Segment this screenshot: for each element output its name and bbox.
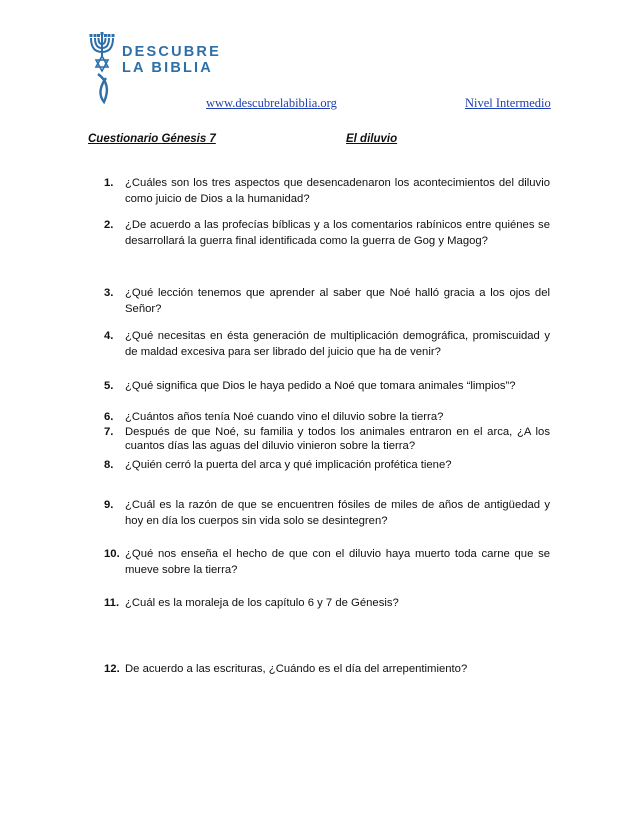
question-number: 10. — [104, 548, 120, 560]
question-text: ¿Qué nos enseña el hecho de que con el diluvio haya muerto toda carne que se mueve sobre la tierra? — [125, 548, 550, 576]
quiz-topic: El diluvio — [346, 133, 398, 145]
quiz-title: Cuestionario Génesis 7 — [88, 133, 216, 145]
question-item — [104, 497, 550, 529]
question-number: 3. — [104, 287, 114, 299]
question-item — [104, 457, 550, 473]
logo-text — [122, 44, 221, 76]
question-text: ¿Cuántos años tenía Noé cuando vino el diluvio sobre la tierra? — [125, 411, 444, 423]
question-number: 11. — [104, 597, 120, 609]
question-item — [104, 595, 550, 611]
question-item — [104, 546, 550, 578]
question-item — [104, 409, 550, 425]
question-number: 6. — [104, 411, 114, 423]
question-item — [104, 175, 550, 207]
logo-line2: LA BIBLIA — [122, 60, 213, 76]
question-text: ¿Cuáles son los tres aspectos que desencadenaron los acontecimientos del diluvio como juicio de Dios a la humanidad? — [125, 177, 550, 205]
question-text: ¿Qué necesitas en ésta generación de multiplicación demográfica, promiscuidad y de maldad excesiva para ser librado del juicio que ha de venir? — [125, 330, 550, 358]
question-number: 7. — [104, 426, 114, 438]
question-text: ¿Qué significa que Dios le haya pedido a Noé que tomara animales “limpios”? — [125, 380, 516, 392]
question-item — [104, 425, 550, 453]
question-number: 2. — [104, 219, 114, 231]
question-text: ¿De acuerdo a las profecías bíblicas y a los comentarios rabínicos entre quiénes se desarrollará la guerra final identificada como la guerra de Gog y Magog? — [125, 219, 550, 247]
question-text: ¿Quién cerró la puerta del arca y qué implicación profética tiene? — [125, 459, 452, 471]
question-item — [104, 217, 550, 249]
question-item — [104, 378, 550, 394]
question-text: ¿Cuál es la moraleja de los capítulo 6 y 7 de Génesis? — [125, 597, 399, 609]
question-text: ¿Cuál es la razón de que se encuentren fósiles de miles de años de antigüedad y hoy en día los cuerpos sin vida solo se desintegren? — [125, 499, 550, 527]
question-number: 1. — [104, 177, 114, 189]
question-text: ¿Qué lección tenemos que aprender al saber que Noé halló gracia a los ojos del Señor? — [125, 287, 550, 315]
question-text: De acuerdo a las escrituras, ¿Cuándo es el día del arrepentimiento? — [125, 663, 468, 675]
question-item — [104, 285, 550, 317]
question-item — [104, 661, 550, 677]
question-text: Después de que Noé, su familia y todos los animales entraron en el arca, ¿A los cuantos días las aguas del diluvio vinieron sobre la tierra? — [125, 426, 550, 452]
question-number: 4. — [104, 330, 114, 342]
website-link[interactable]: www.descubrelabiblia.org — [206, 96, 337, 110]
logo-line1: DESCUBRE — [122, 44, 221, 60]
question-number: 9. — [104, 499, 114, 511]
question-number: 12. — [104, 663, 120, 675]
question-number: 5. — [104, 380, 114, 392]
level-label: Nivel Intermedio — [465, 96, 551, 110]
question-item — [104, 328, 550, 360]
question-number: 8. — [104, 459, 114, 471]
